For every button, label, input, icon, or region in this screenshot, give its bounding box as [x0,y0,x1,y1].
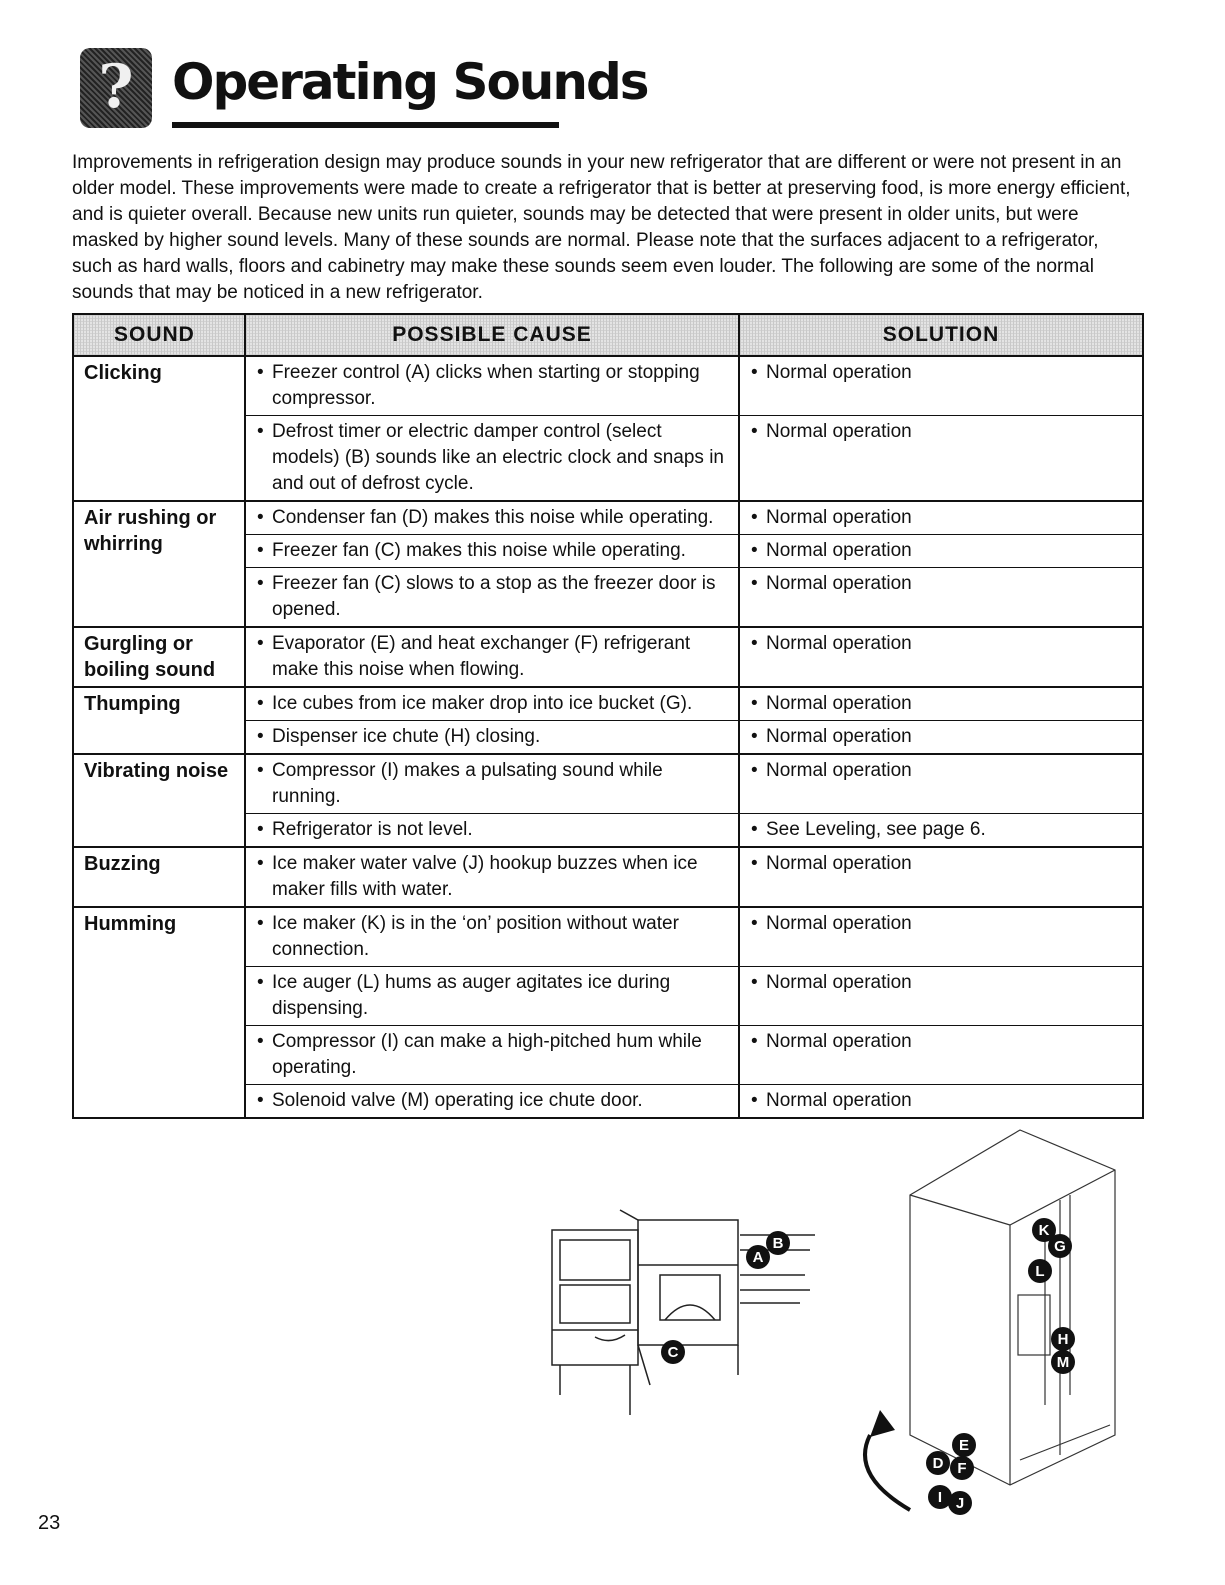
door-swing-arrow-icon [865,1410,910,1510]
title-underline [172,122,559,128]
solution-text: • Normal operation [748,911,1136,937]
page-number: 23 [38,1512,61,1534]
sound-cell: Clicking [73,356,245,501]
callout-B [766,1231,790,1255]
header-possible-cause: POSSIBLE CAUSE [245,314,739,356]
cause-text: • Evaporator (E) and heat exchanger (F) refrigerant make this noise when flowing. [254,631,732,683]
cause-text: • Refrigerator is not level. [254,817,732,843]
solution-cell [739,627,1143,687]
solution-cell [739,1026,1143,1085]
callout-label: L [1035,1263,1045,1280]
solution-text: • Normal operation [748,419,1136,445]
question-mark-glyph: ? [98,52,134,122]
cause-text: • Freezer control (A) clicks when starting or stopping compressor. [254,360,732,412]
solution-cell [739,1085,1143,1119]
callout-label: A [752,1249,764,1266]
callout-J [948,1491,972,1515]
cause-cell [245,907,739,967]
solution-text: • Normal operation [748,758,1136,784]
cause-cell [245,356,739,416]
callout-M [1051,1350,1075,1374]
callout-F [950,1456,974,1480]
sound-cell: Gurgling or boiling sound [73,627,245,687]
cause-cell [245,568,739,628]
cause-cell [245,501,739,535]
solution-text: • Normal operation [748,360,1136,386]
sound-cell: Humming [73,907,245,1118]
solution-cell [739,847,1143,907]
callout-label: I [937,1489,943,1506]
table-row [73,687,1143,721]
solution-text: • Normal operation [748,970,1136,996]
table-row [73,907,1143,967]
header-solution: SOLUTION [739,314,1143,356]
cause-text: • Ice maker water valve (J) hookup buzzes when ice maker fills with water. [254,851,732,903]
cause-cell [245,627,739,687]
callout-label: C [667,1344,679,1361]
solution-text: • Normal operation [748,631,1136,657]
solution-text: • Normal operation [748,1088,1136,1114]
solution-cell [739,721,1143,755]
solution-cell [739,814,1143,848]
callout-label: H [1057,1331,1069,1348]
callout-A [746,1245,770,1269]
cause-text: • Condenser fan (D) makes this noise while operating. [254,505,732,531]
header-sound: SOUND [73,314,245,356]
refrigerator-exterior-illustration [910,1130,1115,1485]
sounds-table [72,313,1144,1119]
solution-cell [739,687,1143,721]
cause-text: • Defrost timer or electric damper control (select models) (B) sounds like an electric clock and snaps in and out of defrost cycle. [254,419,732,497]
cause-cell [245,416,739,502]
cause-text: • Ice maker (K) is in the ‘on’ position without water connection. [254,911,732,963]
callout-label: M [1056,1354,1070,1371]
cause-cell [245,1085,739,1119]
table-row [73,356,1143,416]
solution-cell [739,356,1143,416]
question-mark-icon [80,48,152,128]
cause-cell [245,814,739,848]
cause-cell [245,1026,739,1085]
cause-cell [245,721,739,755]
solution-cell [739,416,1143,502]
table-header-row [73,314,1143,356]
solution-text: • Normal operation [748,538,1136,564]
cause-text: • Dispenser ice chute (H) closing. [254,724,732,750]
callout-label: D [932,1455,944,1472]
table-row [73,501,1143,535]
callout-H [1051,1327,1075,1351]
solution-text: • Normal operation [748,691,1136,717]
cause-text: • Freezer fan (C) slows to a stop as the freezer door is opened. [254,571,732,623]
cause-text: • Freezer fan (C) makes this noise while operating. [254,538,732,564]
solution-text: • Normal operation [748,851,1136,877]
solution-cell [739,501,1143,535]
cause-text: • Compressor (I) makes a pulsating sound while running. [254,758,732,810]
callout-label: K [1038,1222,1050,1239]
cause-cell [245,754,739,814]
solution-cell [739,967,1143,1026]
table-row [73,627,1143,687]
solution-text: • Normal operation [748,1029,1136,1055]
callout-G [1048,1234,1072,1258]
page-header [80,42,648,132]
solution-cell [739,535,1143,568]
cause-text: • Ice auger (L) hums as auger agitates ice during dispensing. [254,970,732,1022]
callout-label: E [958,1437,970,1454]
cause-cell [245,535,739,568]
solution-text: • See Leveling, see page 6. [748,817,1136,843]
solution-cell [739,907,1143,967]
callout-C [661,1340,685,1364]
callout-label: B [772,1235,784,1252]
callout-D [926,1451,950,1475]
cause-text: • Ice cubes from ice maker drop into ice bucket (G). [254,691,732,717]
callout-E [952,1433,976,1457]
intro-paragraph: Improvements in refrigeration design may produce sounds in your new refrigerator that are different or were not present in an older model. These improvements were made to create a refrigerator that is better at preserving food, is more energy efficient, and is quieter overall. Because new units run quieter, sounds may be detected that were present in older units, but were masked by higher sound levels. Many of these sounds are normal. Please note that the surfaces adjacent to a refrigerator, such as hard walls, floors and cabinetry may make these sounds seem even louder. The following are some of the normal sounds that may be noticed in a new refrigerator. [72,152,1131,303]
solution-cell [739,754,1143,814]
sound-cell: Vibrating noise [73,754,245,847]
sounds-table-wrap [72,313,1142,1119]
page-title: Operating Sounds [172,53,648,111]
callout-label: J [955,1495,965,1512]
solution-cell [739,568,1143,628]
solution-text: • Normal operation [748,724,1136,750]
refrigerator-illustrations [540,1125,1180,1525]
callout-L [1028,1259,1052,1283]
cause-cell [245,687,739,721]
sound-cell: Thumping [73,687,245,754]
cause-text: • Solenoid valve (M) operating ice chute door. [254,1088,732,1114]
solution-text: • Normal operation [748,571,1136,597]
callout-label: F [957,1460,967,1477]
table-row [73,847,1143,907]
callout-label: G [1054,1238,1066,1255]
cause-cell [245,967,739,1026]
table-row [73,754,1143,814]
sound-cell: Air rushing or whirring [73,501,245,627]
cause-cell [245,847,739,907]
sound-cell: Buzzing [73,847,245,907]
cause-text: • Compressor (I) can make a high-pitched hum while operating. [254,1029,732,1081]
solution-text: • Normal operation [748,505,1136,531]
